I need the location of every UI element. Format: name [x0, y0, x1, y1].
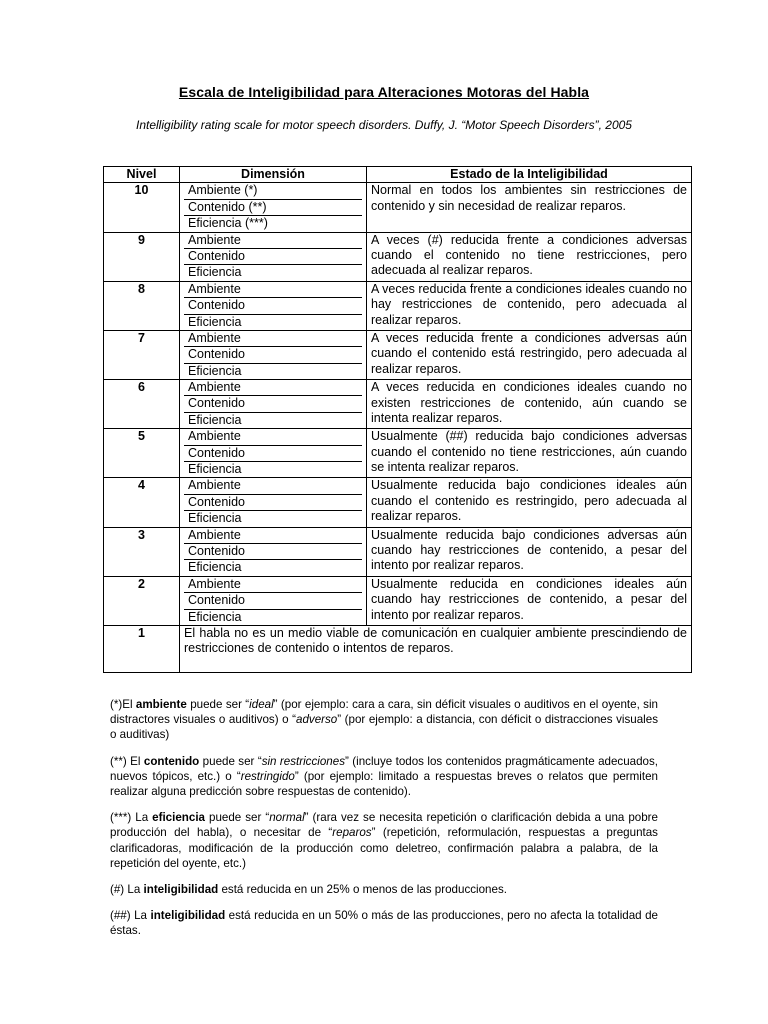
dimension-item: Eficiencia: [184, 461, 362, 477]
table-row: [104, 625, 692, 672]
estado-cell: Usualmente (##) reducida bajo condiciones adversas cuando el contenido no tiene restricciones, aún cuando se intenta realizar reparos.: [367, 429, 692, 478]
footnote: [110, 697, 658, 743]
table-row: [104, 281, 692, 330]
dimension-item: Contenido: [184, 346, 362, 362]
estado-cell: Usualmente reducida en condiciones ideales aún cuando hay restricciones de contenido, a pesar del intento por realizar reparos.: [367, 576, 692, 625]
dimension-item: Contenido: [184, 543, 362, 559]
table-row: [104, 527, 692, 576]
footnote-bold: contenido: [143, 754, 200, 768]
header-estado: Estado de la Inteligibilidad: [367, 167, 692, 183]
dimension-cell: [180, 330, 367, 379]
footnote: [110, 754, 658, 800]
footnote-mid1: puede ser “: [186, 698, 250, 711]
dimension-item: Contenido: [184, 297, 362, 313]
nivel-cell: 7: [104, 330, 180, 379]
dimension-cell: [180, 380, 367, 429]
table-row: [104, 380, 692, 429]
dimension-item: Ambiente: [188, 576, 241, 591]
dimension-item: Eficiencia (***): [184, 215, 362, 231]
footnote-it1: ideal: [249, 698, 274, 711]
dimension-cell: [180, 478, 367, 527]
footnote-prefix: (**) El: [110, 754, 144, 768]
footnote: [110, 882, 658, 897]
footnote-prefix: (*)El: [110, 698, 136, 711]
estado-cell: A veces reducida en condiciones ideales cuando no existen restricciones de contenido, aún cuando se intenta realizar reparos.: [367, 380, 692, 429]
footnote-it2: adverso: [296, 713, 338, 727]
document-title: Escala de Inteligibilidad para Alteraciones Motoras del Habla: [178, 84, 590, 100]
dimension-item: Eficiencia: [184, 264, 362, 280]
dimension-cell: [180, 183, 367, 232]
footnote-end: ” (repetición, reformulación, respuestas a preguntas clarificadoras, modificación de la producción como deletreo, confirmación palabra a palabra, de la repetición del oyente, etc.): [110, 826, 658, 870]
dimension-item: Contenido: [184, 395, 362, 411]
estado-cell: Usualmente reducida bajo condiciones adversas aún cuando hay restricciones de contenido, a pesar del intento por realizar reparos.: [367, 527, 692, 576]
dimension-item: Ambiente: [188, 478, 241, 493]
footnote: [110, 810, 658, 871]
footnote-mid1: puede ser “: [205, 811, 270, 825]
table-row: [104, 183, 692, 232]
dimension-item: Ambiente: [188, 330, 241, 345]
nivel-cell: 3: [104, 527, 180, 576]
dimension-item: Contenido: [184, 445, 362, 461]
footnote-mid1: está reducida en un 50% o más de las producciones, pero no afecta la totalidad de éstas.: [110, 909, 658, 938]
dimension-item: Contenido: [184, 248, 362, 264]
dimension-item: Contenido: [184, 494, 362, 510]
dimension-cell: [180, 527, 367, 576]
footnote-end: ” (por ejemplo: limitado a respuestas breves o relatos que permiten realizar alguna predicción sobre respuestas de contenido).: [110, 769, 658, 799]
nivel-cell: 5: [104, 429, 180, 478]
table-header-row: [104, 167, 692, 183]
footnote-end: ” (por ejemplo: a distancia, con déficit o distracciones visuales o auditivas): [110, 713, 658, 742]
table-row: [104, 429, 692, 478]
footnotes: [110, 697, 658, 950]
estado-cell: A veces reducida frente a condiciones ideales cuando no hay restricciones de contenido, pero adecuada al realizar reparos.: [367, 281, 692, 330]
dimension-item: Eficiencia: [184, 314, 362, 330]
dimension-item: Ambiente: [188, 281, 241, 296]
footnote-bold: inteligibilidad: [150, 909, 226, 923]
dimension-item: Ambiente: [188, 429, 241, 444]
dimension-cell: [180, 429, 367, 478]
footnote-bold: ambiente: [135, 698, 187, 711]
dimension-cell: [180, 281, 367, 330]
footnote-it2: restringido: [240, 769, 295, 783]
nivel-cell: 10: [104, 183, 180, 232]
nivel-cell: 8: [104, 281, 180, 330]
header-dimension: Dimensión: [180, 167, 367, 183]
footnote-mid2: ” (rara vez se necesita repetición o clarificación debida a una pobre producción del habla), o necesitar de “: [110, 811, 658, 840]
dimension-item: Contenido: [184, 592, 362, 608]
dimension-item: Ambiente: [188, 232, 241, 247]
table-row: [104, 478, 692, 527]
estado-cell: Usualmente reducida bajo condiciones ideales aún cuando el contenido es restringido, pero adecuada al realizar reparos.: [367, 478, 692, 527]
footnote-mid1: puede ser “: [199, 754, 262, 768]
nivel-cell: 9: [104, 232, 180, 281]
nivel-cell: 1: [104, 625, 180, 672]
dimension-item: Ambiente (*): [188, 183, 258, 198]
footnote-bold: inteligibilidad: [143, 883, 219, 897]
intelligibility-scale-table: [103, 166, 692, 673]
dimension-item: Eficiencia: [184, 412, 362, 428]
estado-cell: A veces reducida frente a condiciones adversas aún cuando el contenido está restringido, pero adecuada al realizar reparos.: [367, 330, 692, 379]
nivel-cell: 4: [104, 478, 180, 527]
dimension-cell: [180, 576, 367, 625]
footnote-prefix: (***) La: [110, 811, 153, 825]
footnote-it2: reparos: [332, 826, 372, 840]
footnote-prefix: (#) La: [110, 883, 144, 897]
footnote-prefix: (##) La: [110, 909, 151, 923]
footnote-it1: sin restricciones: [261, 754, 345, 768]
dimension-item: Ambiente: [188, 527, 241, 542]
footnote-it1: normal: [269, 811, 305, 825]
header-nivel: Nivel: [104, 167, 180, 183]
table-row: [104, 576, 692, 625]
footnote-mid2: ” (por ejemplo: cara a cara, sin déficit visuales o auditivos en el oyente, sin distractores visuales o auditivos) o “: [110, 698, 658, 727]
nivel-cell: 6: [104, 380, 180, 429]
table-body: [104, 183, 692, 673]
estado-cell: A veces (#) reducida frente a condiciones adversas cuando el contenido no tiene restricciones, pero adecuada al realizar reparos.: [367, 232, 692, 281]
dimension-item: Contenido (**): [184, 199, 362, 215]
estado-cell: Normal en todos los ambientes sin restricciones de contenido y sin necesidad de realizar reparos.: [367, 183, 692, 232]
dimension-item: Eficiencia: [184, 559, 362, 575]
dimension-item: Eficiencia: [184, 363, 362, 379]
nivel-cell: 2: [104, 576, 180, 625]
dimension-cell: [180, 232, 367, 281]
footnote-mid1: está reducida en un 25% o menos de las producciones.: [218, 883, 507, 897]
footnote-bold: eficiencia: [152, 811, 206, 825]
dimension-item: Eficiencia: [184, 510, 362, 526]
footnote: [110, 908, 658, 938]
dimension-item: Ambiente: [188, 380, 241, 395]
dimension-item: Eficiencia: [184, 609, 362, 625]
document-subtitle: Intelligibility rating scale for motor speech disorders. Duffy, J. “Motor Speech Disorders”, 2005: [136, 118, 632, 132]
table-row: [104, 232, 692, 281]
table-row: [104, 330, 692, 379]
footnote-mid2: ” (incluye todos los contenidos pragmáticamente adecuados, nuevos tópicos, etc.) o “: [110, 754, 659, 783]
estado-cell: El habla no es un medio viable de comunicación en cualquier ambiente prescindiendo de restricciones de contenido o intentos de reparos.: [180, 625, 692, 672]
